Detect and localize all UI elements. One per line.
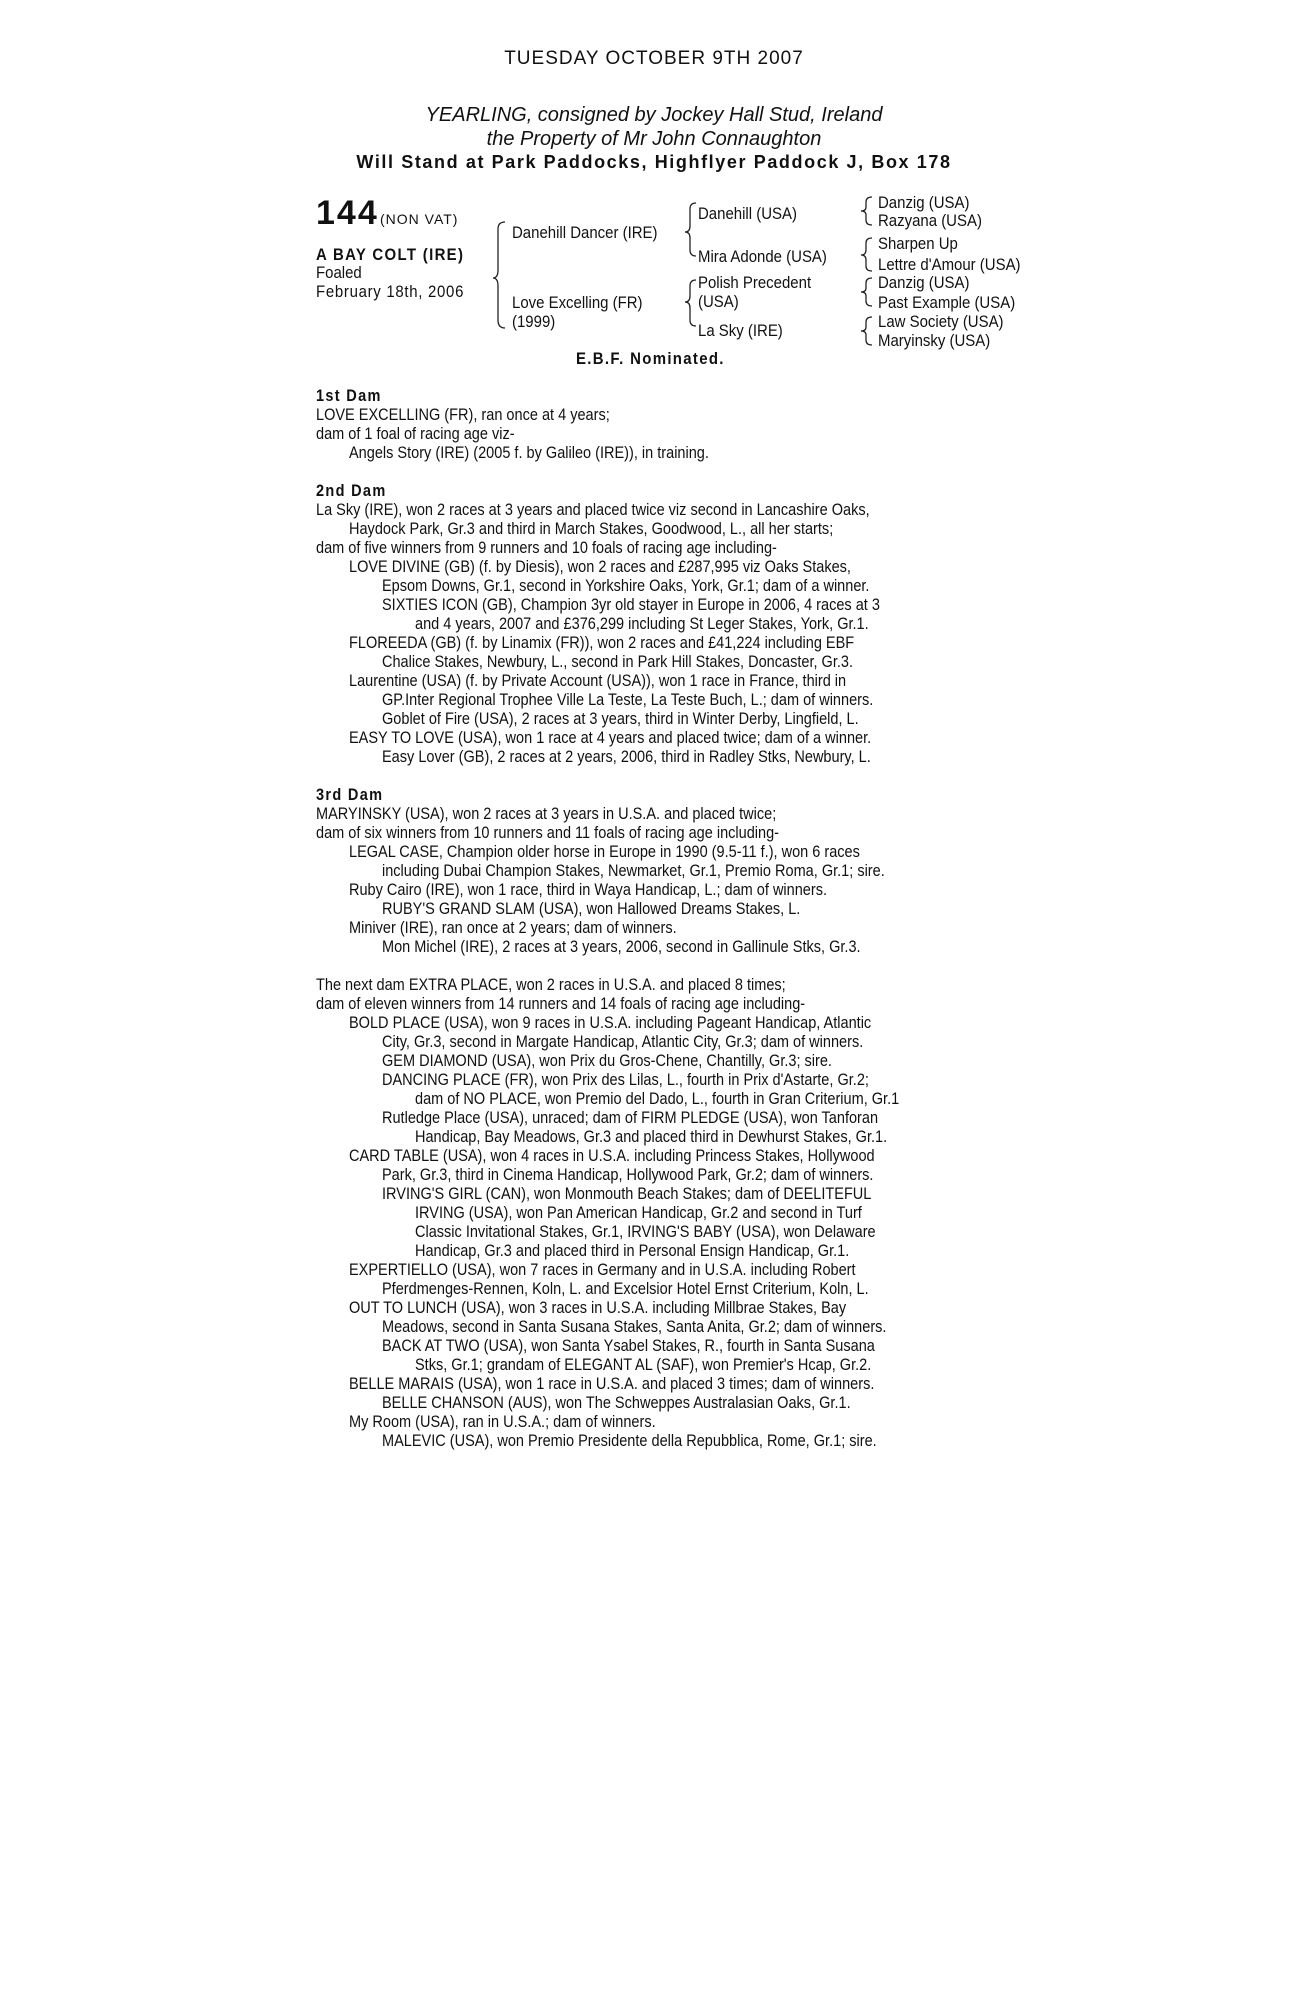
next-dam-line: BELLE CHANSON (AUS), won The Schweppes Australasian Oaks, Gr.1. <box>382 1394 851 1412</box>
foaled-date: February 18th, 2006 <box>316 282 465 301</box>
next-dam-line: Handicap, Gr.3 and placed third in Personal Ensign Handicap, Gr.1. <box>415 1242 850 1260</box>
third-dam-line: dam of six winners from 10 runners and 11 foals of racing age including- <box>316 824 780 842</box>
second-dam-line: SIXTIES ICON (GB), Champion 3yr old stayer in Europe in 2006, 4 races at 3 <box>382 596 880 614</box>
second-dam-line: La Sky (IRE), won 2 races at 3 years and placed twice viz second in Lancashire Oaks, <box>316 501 870 519</box>
first-dam-heading: 1st Dam <box>316 387 382 405</box>
first-dam-line: dam of 1 foal of racing age viz- <box>316 425 515 443</box>
third-dam-line: RUBY'S GRAND SLAM (USA), won Hallowed Dreams Stakes, L. <box>382 900 801 918</box>
pedigree-sss: Danzig (USA) <box>878 193 970 212</box>
pedigree-sire: Danehill Dancer (IRE) <box>512 223 658 242</box>
pedigree-dds: Law Society (USA) <box>878 312 1004 331</box>
next-dam-line: IRVING'S GIRL (CAN), won Monmouth Beach Stakes; dam of DEELITEFUL <box>382 1185 872 1203</box>
third-dam-line: including Dubai Champion Stakes, Newmarket, Gr.1, Premio Roma, Gr.1; sire. <box>382 862 885 880</box>
next-dam-line: The next dam EXTRA PLACE, won 2 races in U.S.A. and placed 8 times; <box>316 976 786 994</box>
next-dam-line: Pferdmenges-Rennen, Koln, L. and Excelsior Hotel Ernst Criterium, Koln, L. <box>382 1280 869 1298</box>
third-dam-line: Mon Michel (IRE), 2 races at 3 years, 2006, second in Gallinule Stks, Gr.3. <box>382 938 861 956</box>
next-dam-line: DANCING PLACE (FR), won Prix des Lilas, L., fourth in Prix d'Astarte, Gr.2; <box>382 1071 869 1089</box>
next-dam-line: Rutledge Place (USA), unraced; dam of FIRM PLEDGE (USA), won Tanforan <box>382 1109 879 1127</box>
first-dam-line: LOVE EXCELLING (FR), ran once at 4 years; <box>316 406 610 424</box>
lot-type: YEARLING, consigned by Jockey Hall Stud, Ireland <box>425 104 883 126</box>
pedigree-ssd: Razyana (USA) <box>878 211 982 230</box>
next-dam-line: BELLE MARAIS (USA), won 1 race in U.S.A. and placed 3 times; dam of winners. <box>349 1375 875 1393</box>
first-dam-line: Angels Story (IRE) (2005 f. by Galileo (IRE)), in training. <box>349 444 709 462</box>
pedigree-dam-line1: Love Excelling (FR) <box>512 293 643 312</box>
next-dam-line: BOLD PLACE (USA), won 9 races in U.S.A. including Pageant Handicap, Atlantic <box>349 1014 872 1032</box>
lot-description: A BAY COLT (IRE) <box>316 245 465 264</box>
next-dam-line: OUT TO LUNCH (USA), won 3 races in U.S.A. including Millbrae Stakes, Bay <box>349 1299 847 1317</box>
second-dam-line: EASY TO LOVE (USA), won 1 race at 4 years and placed twice; dam of a winner. <box>349 729 872 747</box>
second-dam-line: GP.Inter Regional Trophee Ville La Teste, La Teste Buch, L.; dam of winners. <box>382 691 874 709</box>
property-owner: the Property of Mr John Connaughton <box>486 128 822 150</box>
next-dam-line: dam of NO PLACE, won Premio del Dado, L., fourth in Gran Criterium, Gr.1 <box>415 1090 900 1108</box>
next-dam-line: MALEVIC (USA), won Premio Presidente della Repubblica, Rome, Gr.1; sire. <box>382 1432 877 1450</box>
third-dam-heading: 3rd Dam <box>316 786 384 804</box>
next-dam-line: dam of eleven winners from 14 runners and 14 foals of racing age including- <box>316 995 806 1013</box>
second-dam-line: Epsom Downs, Gr.1, second in Yorkshire Oaks, York, Gr.1; dam of a winner. <box>382 577 870 595</box>
stand-location: Will Stand at Park Paddocks, Highflyer Paddock J, Box 178 <box>356 152 952 172</box>
second-dam-line: Easy Lover (GB), 2 races at 2 years, 2006, third in Radley Stks, Newbury, L. <box>382 748 871 766</box>
next-dam-line: Handicap, Bay Meadows, Gr.3 and placed third in Dewhurst Stakes, Gr.1. <box>415 1128 888 1146</box>
pedigree-sire-dam: Mira Adonde (USA) <box>698 247 827 266</box>
pedigree-ddd: Maryinsky (USA) <box>878 331 991 350</box>
next-dam-line: Classic Invitational Stakes, Gr.1, IRVING'S BABY (USA), won Delaware <box>415 1223 876 1241</box>
next-dam-line: Meadows, second in Santa Susana Stakes, Santa Anita, Gr.2; dam of winners. <box>382 1318 887 1336</box>
lot-number: 144 <box>316 194 379 232</box>
next-dam-line: Stks, Gr.1; grandam of ELEGANT AL (SAF), won Premier's Hcap, Gr.2. <box>415 1356 872 1374</box>
second-dam-line: dam of five winners from 9 runners and 10 foals of racing age including- <box>316 539 777 557</box>
next-dam-line: GEM DIAMOND (USA), won Prix du Gros-Chene, Chantilly, Gr.3; sire. <box>382 1052 832 1070</box>
next-dam-line: My Room (USA), ran in U.S.A.; dam of winners. <box>349 1413 656 1431</box>
next-dam-line: City, Gr.3, second in Margate Handicap, Atlantic City, Gr.3; dam of winners. <box>382 1033 864 1051</box>
pedigree-sds: Sharpen Up <box>878 234 958 253</box>
next-dam-line: BACK AT TWO (USA), won Santa Ysabel Stakes, R., fourth in Santa Susana <box>382 1337 875 1355</box>
pedigree-dam-sire-line2: (USA) <box>698 292 739 311</box>
pedigree-sire-sire: Danehill (USA) <box>698 204 797 223</box>
second-dam-line: Haydock Park, Gr.3 and third in March Stakes, Goodwood, L., all her starts; <box>349 520 834 538</box>
pedigree-dam-sire-line1: Polish Precedent <box>698 273 812 292</box>
third-dam-line: LEGAL CASE, Champion older horse in Europe in 1990 (9.5-11 f.), won 6 races <box>349 843 860 861</box>
pedigree-sdd: Lettre d'Amour (USA) <box>878 255 1021 274</box>
pedigree-brackets <box>0 0 1308 360</box>
next-dam-line: EXPERTIELLO (USA), won 7 races in Germany and in U.S.A. including Robert <box>349 1261 856 1279</box>
ebf-nominated: E.B.F. Nominated. <box>576 349 725 368</box>
third-dam-line: Ruby Cairo (IRE), won 1 race, third in Waya Handicap, L.; dam of winners. <box>349 881 828 899</box>
second-dam-line: Goblet of Fire (USA), 2 races at 3 years, third in Winter Derby, Lingfield, L. <box>382 710 859 728</box>
vat-status: (NON VAT) <box>380 211 459 227</box>
next-dam-line: IRVING (USA), won Pan American Handicap, Gr.2 and second in Turf <box>415 1204 862 1222</box>
second-dam-line: Laurentine (USA) (f. by Private Account (USA)), won 1 race in France, third in <box>349 672 847 690</box>
second-dam-line: FLOREEDA (GB) (f. by Linamix (FR)), won 2 races and £41,224 including EBF <box>349 634 855 652</box>
second-dam-line: and 4 years, 2007 and £376,299 including St Leger Stakes, York, Gr.1. <box>415 615 869 633</box>
third-dam-line: Miniver (IRE), ran once at 2 years; dam of winners. <box>349 919 677 937</box>
foaled-label: Foaled <box>316 263 362 282</box>
second-dam-heading: 2nd Dam <box>316 482 387 500</box>
pedigree-dss: Danzig (USA) <box>878 273 970 292</box>
sale-date: TUESDAY OCTOBER 9TH 2007 <box>504 48 804 69</box>
pedigree-dsd: Past Example (USA) <box>878 293 1016 312</box>
second-dam-line: Chalice Stakes, Newbury, L., second in Park Hill Stakes, Doncaster, Gr.3. <box>382 653 854 671</box>
pedigree-dam-dam: La Sky (IRE) <box>698 321 783 340</box>
next-dam-line: Park, Gr.3, third in Cinema Handicap, Hollywood Park, Gr.2; dam of winners. <box>382 1166 874 1184</box>
next-dam-line: CARD TABLE (USA), won 4 races in U.S.A. including Princess Stakes, Hollywood <box>349 1147 875 1165</box>
third-dam-line: MARYINSKY (USA), won 2 races at 3 years in U.S.A. and placed twice; <box>316 805 777 823</box>
second-dam-line: LOVE DIVINE (GB) (f. by Diesis), won 2 races and £287,995 viz Oaks Stakes, <box>349 558 851 576</box>
pedigree-dam-line2: (1999) <box>512 312 556 331</box>
